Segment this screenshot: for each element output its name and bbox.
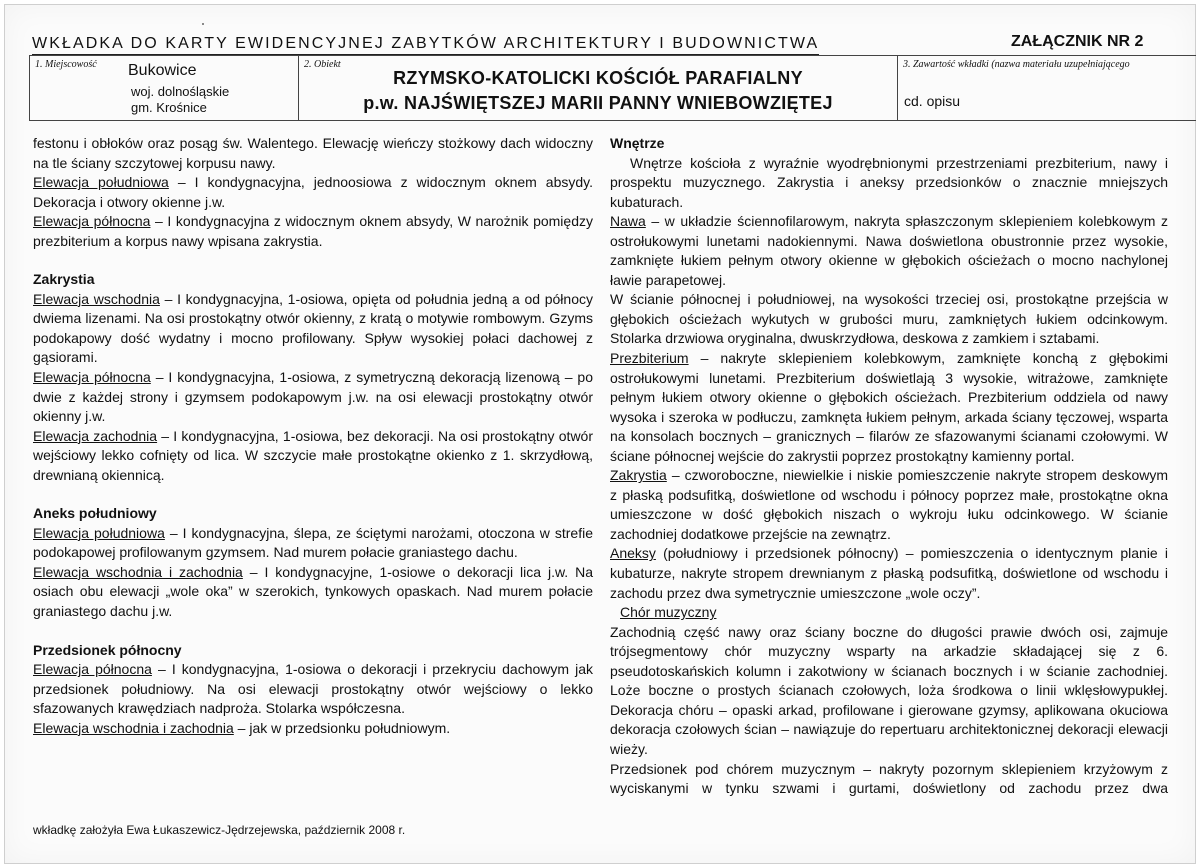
object-name-line1: RZYMSKO-KATOLICKI KOŚCIÓŁ PARAFIALNY: [393, 68, 803, 88]
paragraph: [33, 660, 593, 719]
paragraph-text: – I kondygnacyjna, ślepa, ze ściętymi narożami, otoczona w strefie podokapowej profilowanym gzymsem. Nad murem połacie graniastego dachu.: [33, 524, 593, 561]
paragraph: [33, 212, 593, 251]
left-column: [33, 134, 593, 738]
paragraph-text: – czworoboczne, niewielkie i niskie pomieszczenie nakryte stropem deskowym z płaską podsufitką, doświetlone od wschodu i północy poprzez małe, prostokątne okna umieszczone w dość głębokich niszach o wykroju łuku odcinkowego. W ścianie zachodniej dodatkowe przejście na zewnątrz.: [610, 467, 1168, 542]
paragraph: [33, 719, 593, 739]
section-term: Elewacja wschodnia i zachodnia: [33, 719, 234, 736]
section-term: Elewacja wschodnia: [33, 290, 160, 307]
paragraph: W ścianie północnej i południowej, na wysokości trzeciej osi, prostokątne przejścia w głębokich ościeżach wykutych w grubości muru, zamkniętych łukiem odcinkowym. Stolarka drzwiowa oryginalna, dwuskrzydłowa, deskowa z zamkiem i sztabami.: [610, 291, 1168, 347]
annex-label: ZAŁĄCZNIK NR 2: [1011, 33, 1144, 50]
section-heading-chor: [610, 603, 1168, 623]
object-box: [298, 55, 898, 121]
section-term: Aneksy: [610, 545, 656, 562]
paragraph: Wnętrze kościoła z wyraźnie wyodrębnionymi przestrzeniami prezbiterium, nawy i prospektu muzycznego. Zakrystia i aneksy przedsionków o znacznie mniejszych kubaturach.: [610, 154, 1168, 210]
commune: gm. Krośnice: [131, 100, 207, 115]
section-term: Elewacja północna: [33, 369, 151, 386]
speck: [202, 23, 204, 25]
paragraph-text: – nakryte sklepieniem kolebkowym, zamknięte konchą z głębokimi ostrołukowymi lunetami. Prezbiterium doświetlają 3 wysokie, witrażowe, zamknięte pełnym łukiem otwory okienne o głębokich ościeżach. Prezbiterium oddziela od nawy wysoka i szeroka w podłuczu, zamknęta łukiem pełnym, arkada ściany tęczowej, wsparta na konsolach bocznych – granicznych – filarów ze sfazowanymi ścianami czołowymi. W ściane północnej wejście do zakrystii poprzez prostokątny kamienny portal.: [610, 350, 1168, 464]
section-term: Elewacja północna: [33, 661, 152, 678]
town-name: Bukowice: [128, 62, 197, 79]
paragraph: [33, 173, 593, 212]
content-value: cd. opisu: [904, 93, 961, 109]
paragraph-text: (południowy i przedsionek północny) – pomieszczenia o identycznym planie i kubaturze, nakryte stropem drewnianym z płaską podsufitką, doświetlone od wschodu i zachodu przez dwa symetrycznie umieszczone „wole oczy”.: [610, 545, 1168, 601]
province: woj. dolnośląskie: [131, 84, 230, 99]
paragraph-text: – I kondygnacyjna z widocznym oknem absydy, W narożnik pomiędzy prezbiterium a korpus nawy wpisana zakrystia.: [33, 213, 593, 249]
paragraph: [610, 466, 1168, 544]
paragraph: [33, 524, 593, 563]
paragraph: [610, 349, 1168, 466]
paragraph-text: – w układzie ściennofilarowym, nakryta spłaszczonym sklepieniem kolebkowym z ostrołukowymi lunetami nadokiennymi. Nawa doświetlona obustronnie przez wysokie, zamknięte łukiem pełnym otwory okienne w głębokich ościeżach o mocno nachylonej ławie parapetowej.: [610, 213, 1168, 288]
section-term: Elewacja zachodnia: [33, 427, 158, 444]
section-term: Elewacja wschodnia i zachodnia: [33, 563, 243, 580]
paragraph-text: – I kondygnacyjna, 1-osiowa, z symetryczną dekoracją lizenową – po dwie z każdej strony i gzymsem podokapowym j.w. na osi elewacji prostokątny otwór okienny j.w.: [33, 369, 593, 425]
section-term: Elewacja południowa: [33, 174, 169, 191]
section-term: Elewacja południowa: [33, 524, 165, 541]
location-box: [29, 55, 298, 121]
paragraph: [610, 544, 1168, 603]
object-label: 2. Obiekt: [304, 59, 341, 70]
content-label: 3. Zawartość wkładki (nazwa materiału uzupełniającego: [903, 59, 1130, 70]
paragraph: Przedsionek pod chórem muzycznym – nakryty pozornym sklepieniem krzyżowym z wyciskanymi w tynku szwami i gurtami, doświetlony od zachodu przez dwa: [610, 760, 1168, 797]
section-term: Nawa: [610, 213, 646, 230]
paragraph-text: – I kondygnacyjna, 1-osiowa, bez dekoracji. Na osi prostokątny otwór wejściowy lekko cofnięty od lica. W szczycie małe prostokątne okienko z 1. skrzydłową, drewnianą okiennicą.: [33, 427, 593, 483]
paragraph-text: – I kondygnacyjne, 1-osiowe o dekoracji lica j.w. Na osiach obu elewacji „wole oka” w szerokich, tynkowych opaskach. Nad murem połacie graniastego dachu j.w.: [33, 563, 593, 620]
content-box: [898, 55, 1196, 121]
section-term: Elewacja północna: [33, 213, 151, 230]
section-term: Prezbiterium: [610, 350, 689, 367]
paragraph: [33, 368, 593, 427]
right-column: [610, 134, 1168, 799]
paragraph-text: – jak w przedsionku południowym.: [233, 719, 451, 736]
paragraph: Zachodnią część nawy oraz ściany boczne do długości prawie dwóch osi, zajmuje trójsegmentowy chór muzyczny wsparty na arkadzie składającej się z 6. pseudotoskańskich kolumn i zakotwiony w ścianach bocznych i w ścianie zachodniej. Loże boczne o prostych ścianach czołowych, loża środkowa o linii wklęsłowypukłej. Dekoracja chóru – opaski arkad, profilowane i gierowane gzymsy, aplikowana okuciowa dekoracja czołowych ścian – nawiązuje do repertuaru architektonicznej dekoracji elewacji wieży.: [610, 623, 1168, 757]
location-label: 1. Miejscowość: [35, 59, 97, 70]
paragraph: [33, 290, 593, 368]
section-heading: Zakrystia: [33, 271, 95, 288]
paragraph-text: – I kondygnacyjna, 1-osiowa, opięta od południa jedną a od północy dwiema lizenami. Na osi prostokątny otwór okienny, z kratą o motywie rombowym. Gzyms podokapowy dość wydatny i mocno profilowany. Spływ wysokiej połaci dachowej z gąsiorami.: [33, 290, 593, 366]
section-heading: Aneks południowy: [33, 505, 157, 522]
page-title: WKŁADKA DO KARTY EWIDENCYJNEJ ZABYTKÓW ARCHITEKTURY I BUDOWNICTWA: [32, 35, 820, 52]
section-term: Chór muzyczny: [620, 604, 717, 621]
section-heading: Przedsionek północny: [33, 641, 182, 658]
footer-author: wkładkę założyła Ewa Łukaszewicz-Jędrzejewska, październik 2008 r.: [33, 823, 406, 837]
paragraph: festonu i obłoków oraz posąg św. Walentego. Elewację wieńczy stożkowy dach widoczny na tle ściany szczytowej korpusu nawy.: [33, 135, 593, 171]
section-heading: Wnętrze: [610, 135, 665, 151]
paragraph: [33, 563, 593, 622]
section-term: Zakrystia: [610, 467, 667, 484]
object-name-line2: p.w. NAJŚWIĘTSZEJ MARII PANNY WNIEBOWZIĘTEJ: [363, 93, 833, 113]
paragraph-text: – I kondygnacyjna, jednoosiowa z widocznym oknem absydy. Dekoracja i otwory okienne j.w.: [33, 174, 593, 210]
paragraph: [33, 427, 593, 486]
paragraph-text: – I kondygnacyjna, 1-osiowa o dekoracji i przekryciu dachowym jak przedsionek południowy. Na osi elewacji prostokątny otwór wejściowy o lekko sfazowanych krawędziach nadproża. Stolarka współczesna.: [33, 661, 594, 717]
paragraph: [610, 212, 1168, 290]
